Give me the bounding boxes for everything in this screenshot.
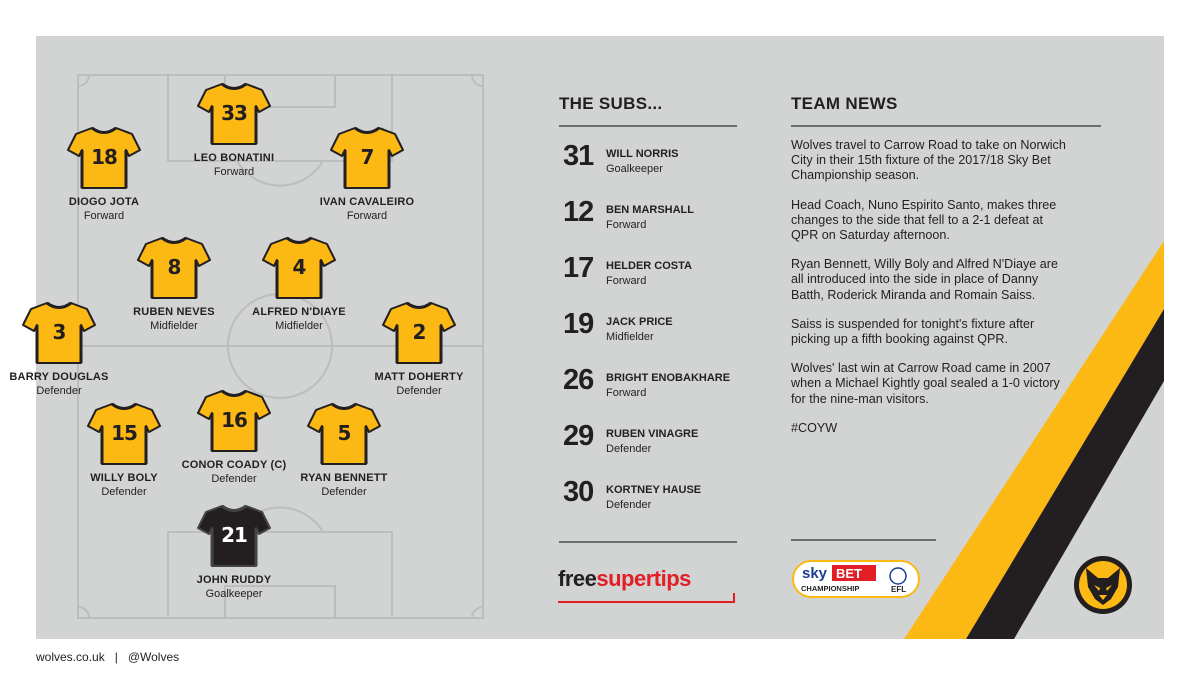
- player-name: MATT DOHERTY: [374, 371, 464, 383]
- team-news-heading: TEAM NEWS: [791, 94, 898, 113]
- player-name: JOHN RUDDY: [196, 574, 272, 586]
- player-name: CONOR COADY (C): [181, 459, 287, 471]
- sub-number: 26: [563, 364, 594, 396]
- shirt-number: 15: [111, 421, 137, 445]
- wolf-head-icon: [1073, 555, 1133, 615]
- shirt-number: 7: [360, 145, 374, 169]
- player-position: Forward: [213, 166, 255, 178]
- sub-name: BRIGHT ENOBAKHARE: [606, 372, 731, 384]
- sub-name: HELDER COSTA: [606, 260, 692, 272]
- football-shirt-icon: [138, 233, 210, 301]
- content-panel: [9, 36, 1164, 639]
- shirt-number: 3: [52, 320, 66, 344]
- football-shirt-icon: [263, 233, 335, 301]
- player-position: Forward: [346, 210, 388, 222]
- shirt-number: 18: [91, 145, 117, 169]
- news-paragraph: Head Coach, Nuno Espirito Santo, makes three changes to the side that fell to a 2-1 defeat at QPR on Saturday afternoon.: [791, 197, 1057, 243]
- shirt-number: 4: [292, 255, 306, 279]
- player-position: Defender: [321, 486, 367, 498]
- sub-number: 19: [563, 308, 594, 340]
- shirt-number: 16: [221, 408, 247, 432]
- sub-position: Midfielder: [606, 331, 654, 343]
- sub-number: 17: [563, 252, 594, 284]
- player-position: Midfielder: [275, 320, 323, 332]
- sub-name: JACK PRICE: [606, 316, 673, 328]
- player-name: RYAN BENNETT: [300, 472, 388, 484]
- shirt-number: 33: [221, 101, 247, 125]
- sub-number: 29: [563, 420, 594, 452]
- sub-position: Forward: [606, 219, 647, 231]
- sub-name: BEN MARSHALL: [606, 204, 694, 216]
- shirt-number: 21: [221, 523, 247, 547]
- subs-divider: [559, 125, 737, 127]
- efl-text: EFL: [891, 585, 907, 594]
- player-position: Forward: [83, 210, 125, 222]
- sub-position: Defender: [606, 443, 652, 455]
- player-name: RUBEN NEVES: [133, 306, 215, 318]
- player-name: IVAN CAVALEIRO: [319, 196, 415, 208]
- player-name: ALFRED N'DIAYE: [252, 306, 346, 318]
- sub-number: 30: [563, 476, 594, 508]
- footer-links: wolves.co.uk | @Wolves: [36, 650, 180, 664]
- sub-position: Defender: [606, 499, 652, 511]
- sub-item: [563, 420, 773, 476]
- news-paragraph: Wolves travel to Carrow Road to take on Norwich City in their 15th fixture of the 2017/18 Sky Bet Championship season.: [791, 138, 1066, 183]
- sub-position: Forward: [606, 387, 647, 399]
- championship-text: CHAMPIONSHIP: [801, 584, 860, 593]
- player-11: [149, 501, 319, 600]
- news-paragraph: Ryan Bennett, Willy Boly and Alfred N'Diaye are all introduced into the side in place of Danny Batth, Roderick Miranda and Romain Saiss.: [791, 257, 1058, 302]
- sub-item: [563, 252, 773, 308]
- team-news-body: [791, 138, 1071, 450]
- football-shirt-icon: [68, 123, 140, 191]
- subs-list: [563, 140, 773, 532]
- player-name: DIOGO JOTA: [68, 196, 140, 208]
- player-position: Defender: [36, 385, 82, 397]
- sky-text: sky: [802, 565, 828, 582]
- player-position: Defender: [396, 385, 442, 397]
- player-7: [334, 298, 504, 397]
- player-position: Goalkeeper: [205, 588, 263, 600]
- football-shirt-icon: [198, 501, 270, 569]
- bet-text: BET: [836, 566, 862, 581]
- football-shirt-icon: [331, 123, 403, 191]
- logo-divider: [791, 539, 936, 541]
- sub-name: WILL NORRIS: [606, 148, 679, 160]
- shirt-number: 5: [337, 421, 351, 445]
- sponsor-part2: supertips: [596, 566, 691, 591]
- news-paragraph: Saiss is suspended for tonight's fixture after picking up a fifth booking against QPR.: [791, 316, 1035, 347]
- news-paragraph: #COYW: [791, 420, 838, 435]
- sub-number: 31: [563, 140, 594, 172]
- football-shirt-icon: [308, 399, 380, 467]
- player-name: BARRY DOUGLAS: [9, 371, 109, 383]
- player-position: Defender: [211, 473, 257, 485]
- player-name: LEO BONATINI: [193, 152, 275, 164]
- player-name: WILLY BOLY: [90, 472, 158, 484]
- news-paragraph: Wolves' last win at Carrow Road came in 2007 when a Michael Kightly goal sealed a 1-0 victory for the nine-man visitors.: [791, 361, 1060, 406]
- team-news-divider: [791, 125, 1101, 127]
- sky-bet-championship-logo: [792, 560, 922, 600]
- football-shirt-icon: [383, 298, 455, 366]
- football-shirt-icon: [198, 79, 270, 147]
- sponsor-underline: [558, 593, 738, 605]
- sub-item: [563, 308, 773, 364]
- sub-name: KORTNEY HAUSE: [606, 484, 702, 496]
- player-3: [282, 123, 452, 222]
- sub-name: RUBEN VINAGRE: [606, 428, 699, 440]
- player-10: [259, 399, 429, 498]
- sub-position: Goalkeeper: [606, 163, 663, 175]
- sub-item: [563, 140, 773, 196]
- sub-position: Forward: [606, 275, 647, 287]
- shirt-number: 2: [412, 320, 426, 344]
- player-6: [0, 298, 144, 397]
- sub-item: [563, 364, 773, 420]
- player-position: Defender: [101, 486, 147, 498]
- player-position: Midfielder: [150, 320, 198, 332]
- sponsor-divider: [559, 541, 737, 543]
- freesupertips-logo: [558, 566, 691, 592]
- player-2: [19, 123, 189, 222]
- sub-number: 12: [563, 196, 594, 228]
- shirt-number: 8: [167, 255, 181, 279]
- sub-item: [563, 196, 773, 252]
- sub-item: [563, 476, 773, 532]
- subs-heading: THE SUBS...: [559, 94, 663, 113]
- sponsor-part1: free: [558, 566, 597, 591]
- football-shirt-icon: [23, 298, 95, 366]
